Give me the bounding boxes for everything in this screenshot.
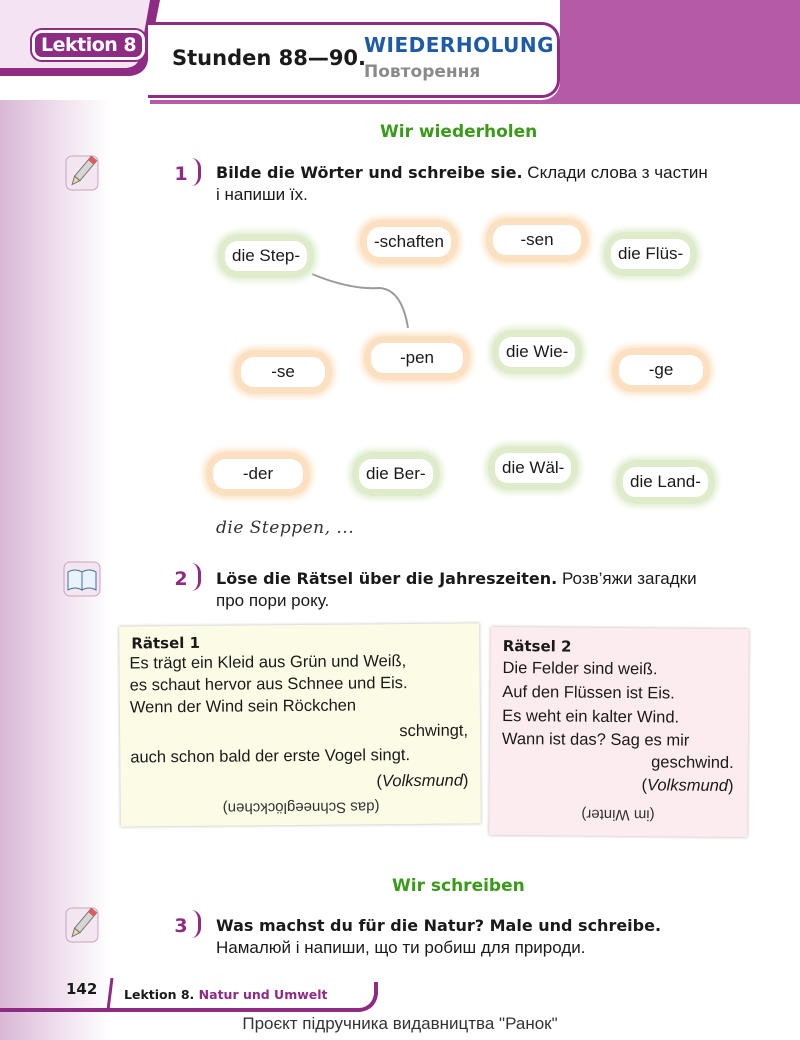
task2-text: Розв’яжи загадки [557, 569, 697, 588]
footer-topic: Natur und Umwelt [198, 987, 328, 1002]
riddle2-source: (Volksmund) [641, 776, 734, 796]
riddle2-answer-wrap [489, 801, 747, 826]
publisher-note: Проєкт підручника видавництва "Ранок" [242, 1014, 558, 1033]
riddle2-line-5: geschwind. [651, 753, 734, 773]
pencil-icon [62, 904, 102, 944]
chip-die-flues[interactable]: die Flüs- [604, 232, 697, 276]
riddle1-source-text: Volksmund [381, 771, 464, 791]
task3-bold: Was machst du für die Natur? Male und schreibe. [216, 916, 662, 935]
example-answer: die Steppen, ... [216, 518, 355, 538]
task3-text2: Намалюй і напиши, що ти робиш для природи. [216, 938, 586, 957]
task-number-2: 2 [174, 568, 188, 590]
lektion-badge: Lektion 8 [32, 30, 145, 60]
task1-text2: і напиши їх. [216, 185, 308, 204]
chip-die-step[interactable]: die Step- [218, 234, 314, 278]
task-number-1: 1 [174, 163, 188, 185]
chip-se[interactable]: -se [234, 350, 332, 394]
task2-instruction [216, 568, 756, 612]
chip-pen[interactable]: -pen [364, 336, 470, 380]
task-number-3: 3 [174, 915, 188, 937]
footer-lektion [124, 987, 328, 1002]
task1-text: Склади слова з частин [522, 163, 708, 182]
chip-der[interactable]: -der [206, 452, 310, 496]
page-title-uk: Повторення [364, 62, 481, 82]
task2-text2: про пори року. [216, 591, 330, 610]
riddle1-line-4: schwingt, [399, 721, 469, 741]
riddle1-line-1: Es trägt ein Kleid aus Grün und Weiß, [129, 652, 407, 673]
book-icon [62, 558, 102, 598]
section-heading-schreiben: Wir schreiben [392, 876, 525, 896]
riddle-card-2 [489, 627, 749, 837]
chip-die-land[interactable]: die Land- [616, 460, 715, 504]
task-number-bracket [188, 910, 201, 938]
riddle1-line-3: Wenn der Wind sein Röckchen [129, 696, 357, 717]
riddle2-line-1: Die Felder sind weiß. [502, 658, 658, 679]
page-number: 142 [66, 980, 98, 998]
riddle1-answer-wrap [121, 793, 481, 819]
riddle2-line-4: Wann ist das? Sag es mir [501, 729, 690, 750]
task3-instruction [216, 915, 756, 959]
riddle2-title: Rätsel 2 [502, 636, 572, 656]
task2-bold: Löse die Rätsel über die Jahreszeiten. [216, 569, 558, 588]
section-heading-wiederholen: Wir wiederholen [380, 122, 538, 142]
page-title-de: WIEDERHOLUNG [364, 33, 554, 57]
riddle1-title: Rätsel 1 [131, 633, 201, 653]
riddle1-answer: (das Schneeglöckchen) [222, 798, 380, 817]
riddle1-source: (Volksmund) [376, 771, 469, 791]
riddle2-line-2: Auf den Flüssen ist Eis. [502, 682, 675, 703]
task-number-bracket [188, 563, 201, 591]
riddle1-line-2: es schaut hervor aus Schnee und Eis. [129, 674, 408, 695]
riddle-card-1 [119, 623, 481, 826]
riddle2-line-3: Es weht ein kalter Wind. [502, 706, 680, 727]
chip-die-wie[interactable]: die Wie- [492, 330, 582, 374]
chip-die-ber[interactable]: die Ber- [352, 452, 440, 496]
riddle1-line-5: auch schon bald der erste Vogel singt. [130, 746, 411, 767]
lesson-hours: Stunden 88—90. [172, 46, 367, 70]
riddle2-answer: (im Winter) [581, 805, 656, 824]
chip-sen[interactable]: -sen [486, 218, 588, 262]
chip-ge[interactable]: -ge [612, 348, 710, 392]
chip-schaften[interactable]: -schaften [360, 220, 458, 264]
task1-bold: Bilde die Wörter und schreibe sie. [216, 163, 523, 182]
footer-lektion-label: Lektion 8. [124, 987, 195, 1002]
chip-die-waeld[interactable]: die Wäl- [488, 446, 578, 490]
riddle2-source-text: Volksmund [646, 776, 729, 795]
